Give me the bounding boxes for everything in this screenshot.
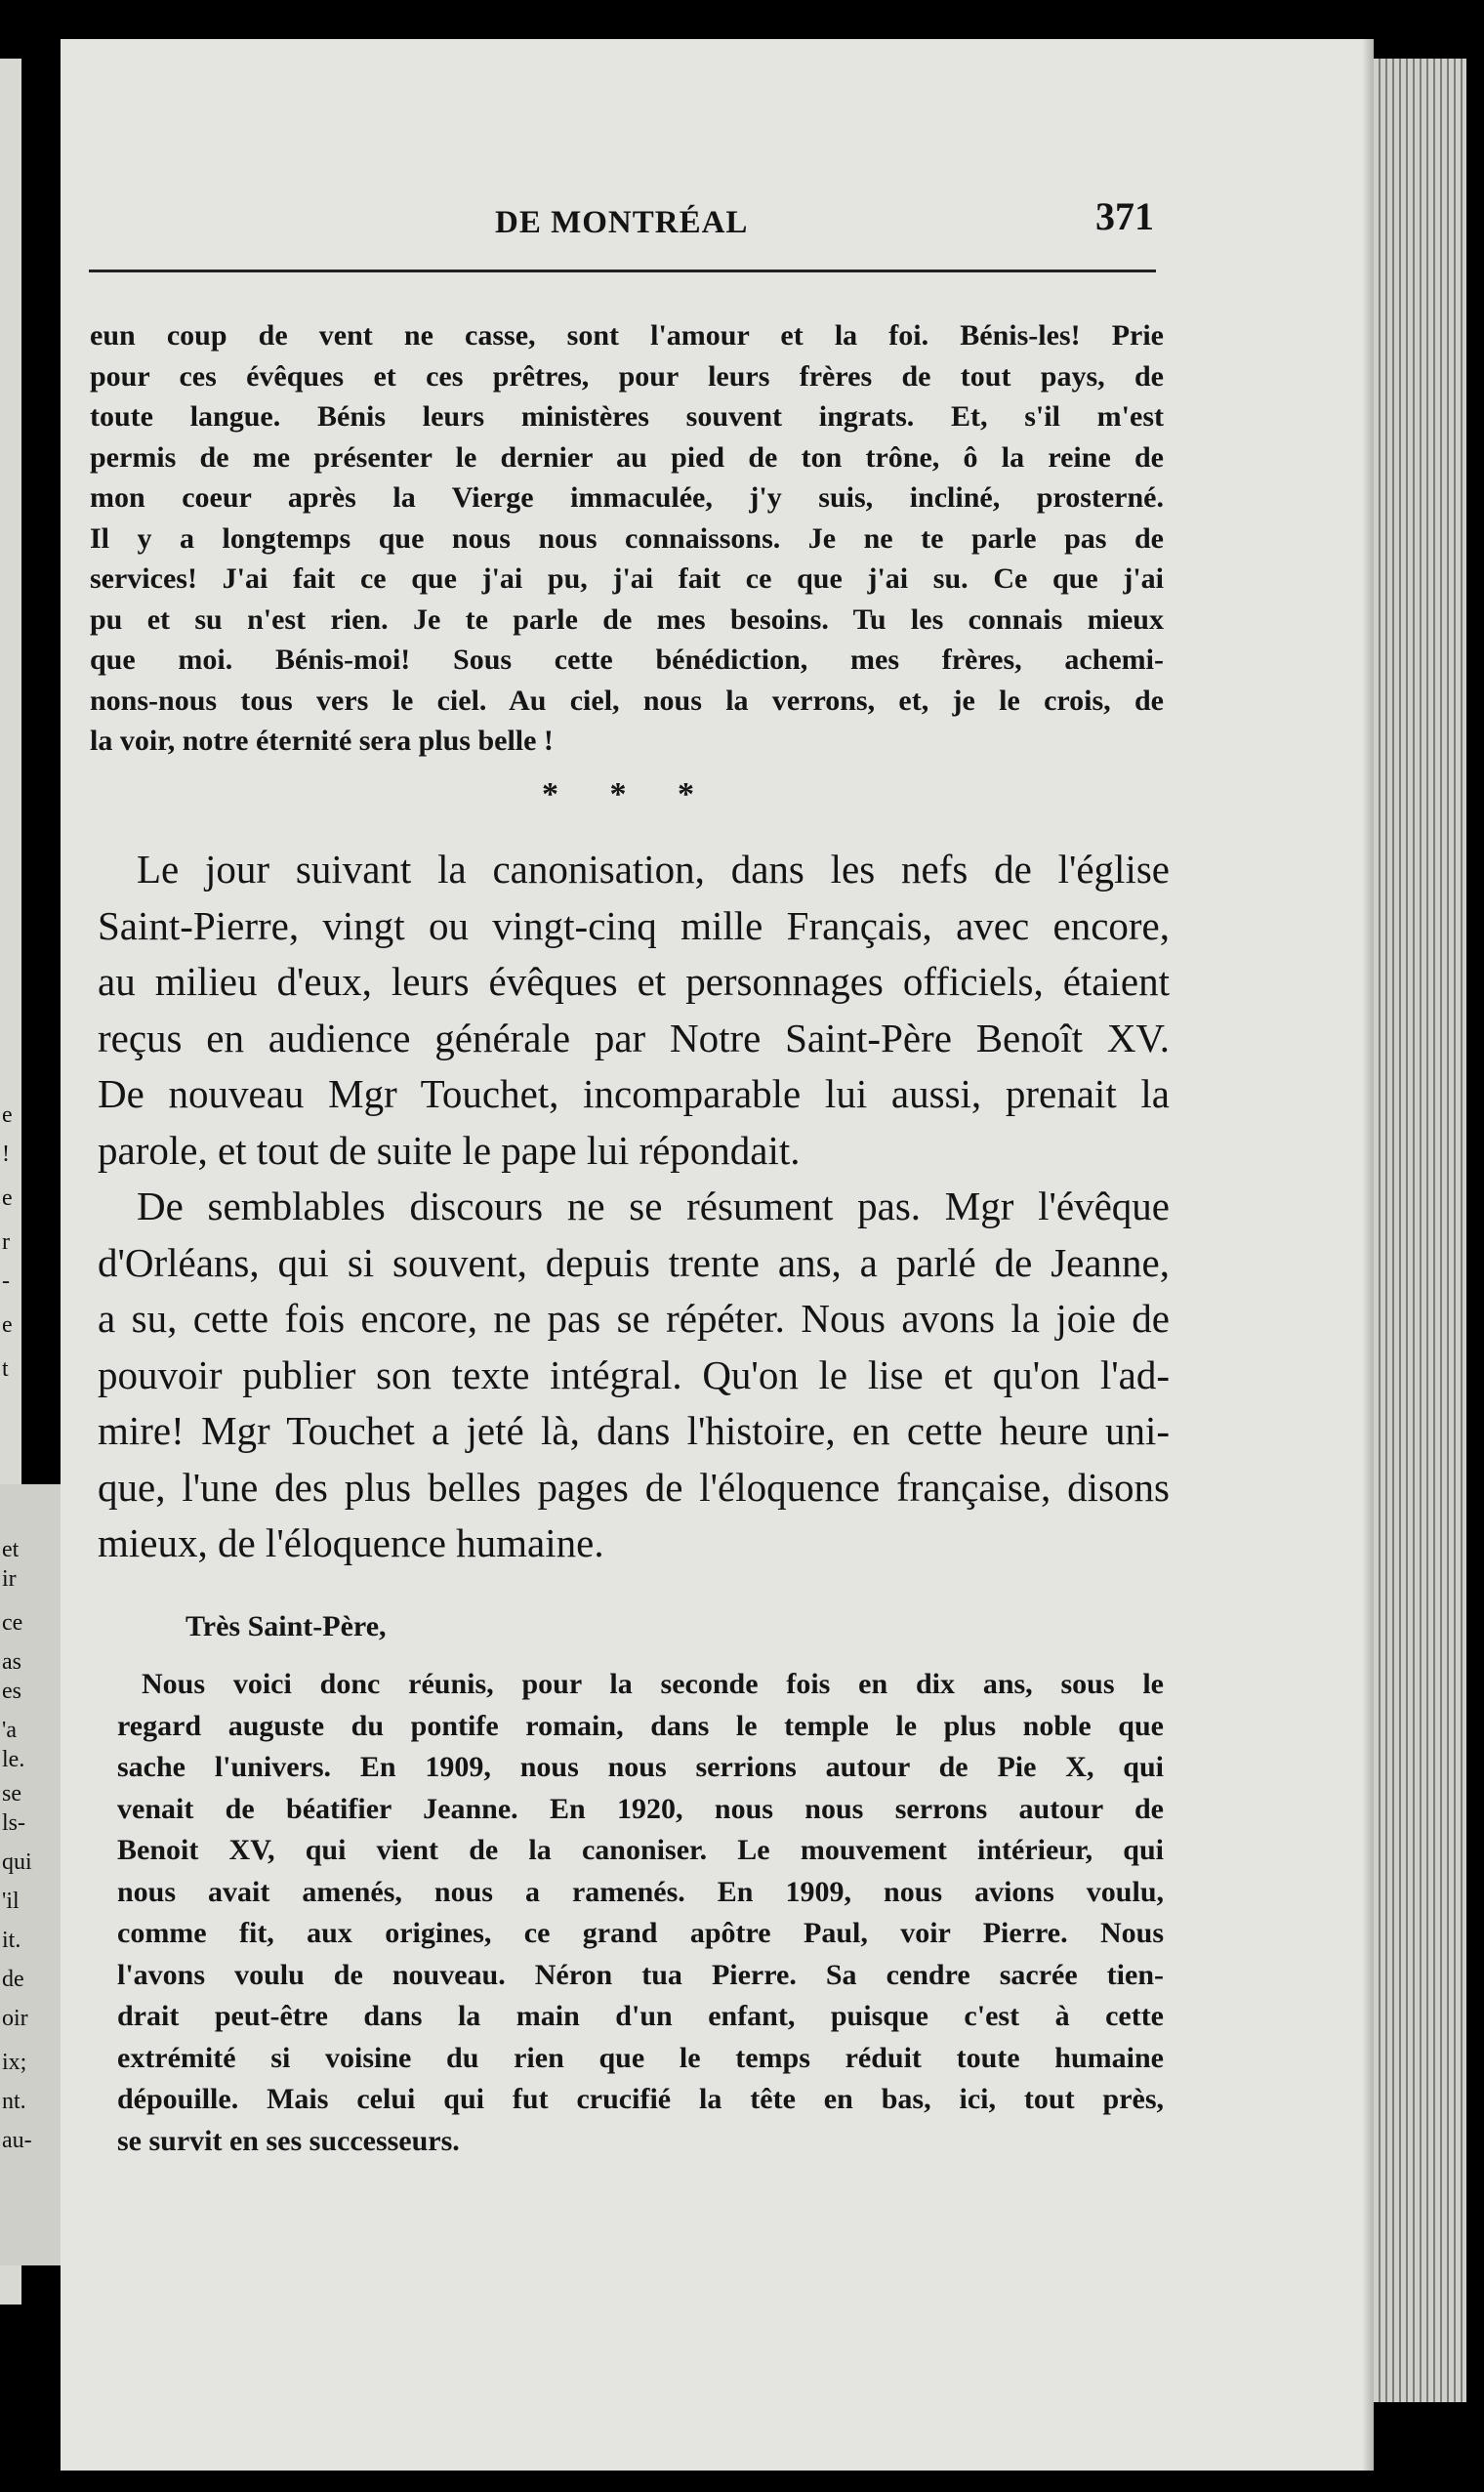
paragraph-line: l'avons voulu de nouveau. Néron tua Pierre. Sa cendre sacrée tien-	[117, 1958, 1164, 1991]
paragraph-line: se survit en ses successeurs.	[117, 2124, 460, 2157]
margin-fragment: !	[2, 1142, 10, 1166]
margin-fragment: e	[2, 1103, 13, 1127]
paragraph-line: mieux, de l'éloquence humaine.	[98, 1520, 604, 1565]
margin-fragment: it.	[2, 1929, 21, 1952]
paragraph-line: que, l'une des plus belles pages de l'éloquence française, disons	[98, 1464, 1170, 1510]
paragraph-line: nous avait amenés, nous a ramenés. En 1909, nous avions voulu,	[117, 1875, 1164, 1908]
margin-fragment: t	[2, 1357, 9, 1381]
margin-fragment: e	[2, 1313, 13, 1337]
paragraph-line: sache l'univers. En 1909, nous nous serrions autour de Pie X, qui	[117, 1751, 1164, 1783]
running-head: DE MONTRÉAL	[495, 205, 749, 240]
paragraph-line: parole, et tout de suite le pape lui répondait.	[98, 1127, 801, 1173]
paragraph-line: mire! Mgr Touchet a jeté là, dans l'histoire, en cette heure uni-	[98, 1408, 1170, 1453]
margin-fragment: et	[2, 1538, 20, 1561]
section-separator: * * *	[542, 776, 716, 812]
paragraph-line: pouvoir publier son texte intégral. Qu'on le lise et qu'on l'ad-	[98, 1351, 1170, 1397]
paragraph-line: regard auguste du pontife romain, dans le temple le plus noble que	[117, 1709, 1164, 1742]
paragraph-line: au milieu d'eux, leurs évêques et personnages officiels, étaient	[98, 959, 1170, 1004]
page-stack-edges	[1374, 59, 1466, 2402]
margin-fragment: ix;	[2, 2051, 27, 2074]
margin-fragment: au-	[2, 2129, 32, 2152]
margin-fragment: se	[2, 1782, 21, 1806]
paragraph-line: eun coup de vent ne casse, sont l'amour et la foi. Bénis-les! Prie	[90, 319, 1164, 352]
paragraph-line: Saint-Pierre, vingt ou vingt-cinq mille Français, avec encore,	[98, 902, 1170, 948]
margin-fragment: as	[2, 1650, 21, 1674]
paragraph-line: venait de béatifier Jeanne. En 1920, nous nous serrons autour de	[117, 1792, 1164, 1825]
paragraph-line: comme fit, aux origines, ce grand apôtre Paul, voir Pierre. Nous	[117, 1917, 1164, 1949]
paragraph-line: De semblables discours ne se résument pas. Mgr l'évêque	[137, 1184, 1170, 1228]
margin-fragment: oir	[2, 2007, 28, 2030]
paragraph-line: toute langue. Bénis leurs ministères souvent ingrats. Et, s'il m'est	[90, 400, 1164, 433]
margin-fragment: es	[2, 1680, 21, 1703]
margin-fragment: -	[2, 1269, 10, 1293]
paragraph-line: pour ces évêques et ces prêtres, pour leurs frères de tout pays, de	[90, 359, 1164, 393]
paragraph-line: mon coeur après la Vierge immaculée, j'y suis, incliné, prosterné.	[90, 481, 1164, 514]
margin-fragment: 'a	[2, 1719, 17, 1742]
paragraph-line: nons-nous tous vers le ciel. Au ciel, nous la verrons, et, je le crois, de	[90, 684, 1164, 717]
paragraph-line: d'Orléans, qui si souvent, depuis trente ans, a parlé de Jeanne,	[98, 1239, 1170, 1285]
margin-fragment: qui	[2, 1850, 32, 1874]
paragraph-line: Le jour suivant la canonisation, dans les nefs de l'église	[137, 847, 1170, 892]
margin-fragment: le.	[2, 1748, 25, 1771]
paragraph-line: drait peut-être dans la main d'un enfant, puisque c'est à cette	[117, 2000, 1164, 2032]
paragraph-line: reçus en audience générale par Notre Saint-Père Benoît XV.	[98, 1015, 1170, 1060]
paragraph-line: a su, cette fois encore, ne pas se répéter. Nous avons la joie de	[98, 1296, 1170, 1341]
paragraph-line: la voir, notre éternité sera plus belle !	[90, 725, 554, 757]
header-rule	[89, 270, 1156, 272]
margin-fragment: e	[2, 1186, 13, 1210]
previous-page-text-fragments	[0, 1484, 61, 2265]
margin-fragment: de	[2, 1968, 24, 1991]
paragraph-line: services! J'ai fait ce que j'ai pu, j'ai fait ce que j'ai su. Ce que j'ai	[90, 562, 1164, 595]
paragraph-line: extrémité si voisine du rien que le temps réduit toute humaine	[117, 2041, 1164, 2074]
margin-fragment: 'il	[2, 1890, 20, 1913]
paragraph-line: Il y a longtemps que nous nous connaissons. Je ne te parle pas de	[90, 521, 1164, 555]
speech-salutation: Très Saint-Père,	[186, 1610, 387, 1642]
margin-fragment: r	[2, 1230, 10, 1254]
paragraph-line: pu et su n'est rien. Je te parle de mes besoins. Tu les connais mieux	[90, 602, 1164, 636]
paragraph-line: Nous voici donc réunis, pour la seconde fois en dix ans, sous le	[142, 1668, 1164, 1700]
margin-fragment: ir	[2, 1567, 17, 1591]
paragraph-line: permis de me présenter le dernier au pied de ton trône, ô la reine de	[90, 440, 1164, 474]
paragraph-line: dépouille. Mais celui qui fut crucifié la tête en bas, ici, tout près,	[117, 2083, 1164, 2115]
paragraph-line: Benoit XV, qui vient de la canoniser. Le mouvement intérieur, qui	[117, 1834, 1164, 1866]
paragraph-line: que moi. Bénis-moi! Sous cette bénédiction, mes frères, achemi-	[90, 644, 1164, 676]
page-number: 371	[1095, 194, 1154, 238]
margin-fragment: ce	[2, 1611, 23, 1635]
paragraph-line: De nouveau Mgr Touchet, incomparable lui aussi, prenait la	[98, 1071, 1170, 1116]
margin-fragment: nt.	[2, 2090, 26, 2113]
margin-fragment: ls-	[2, 1811, 25, 1835]
